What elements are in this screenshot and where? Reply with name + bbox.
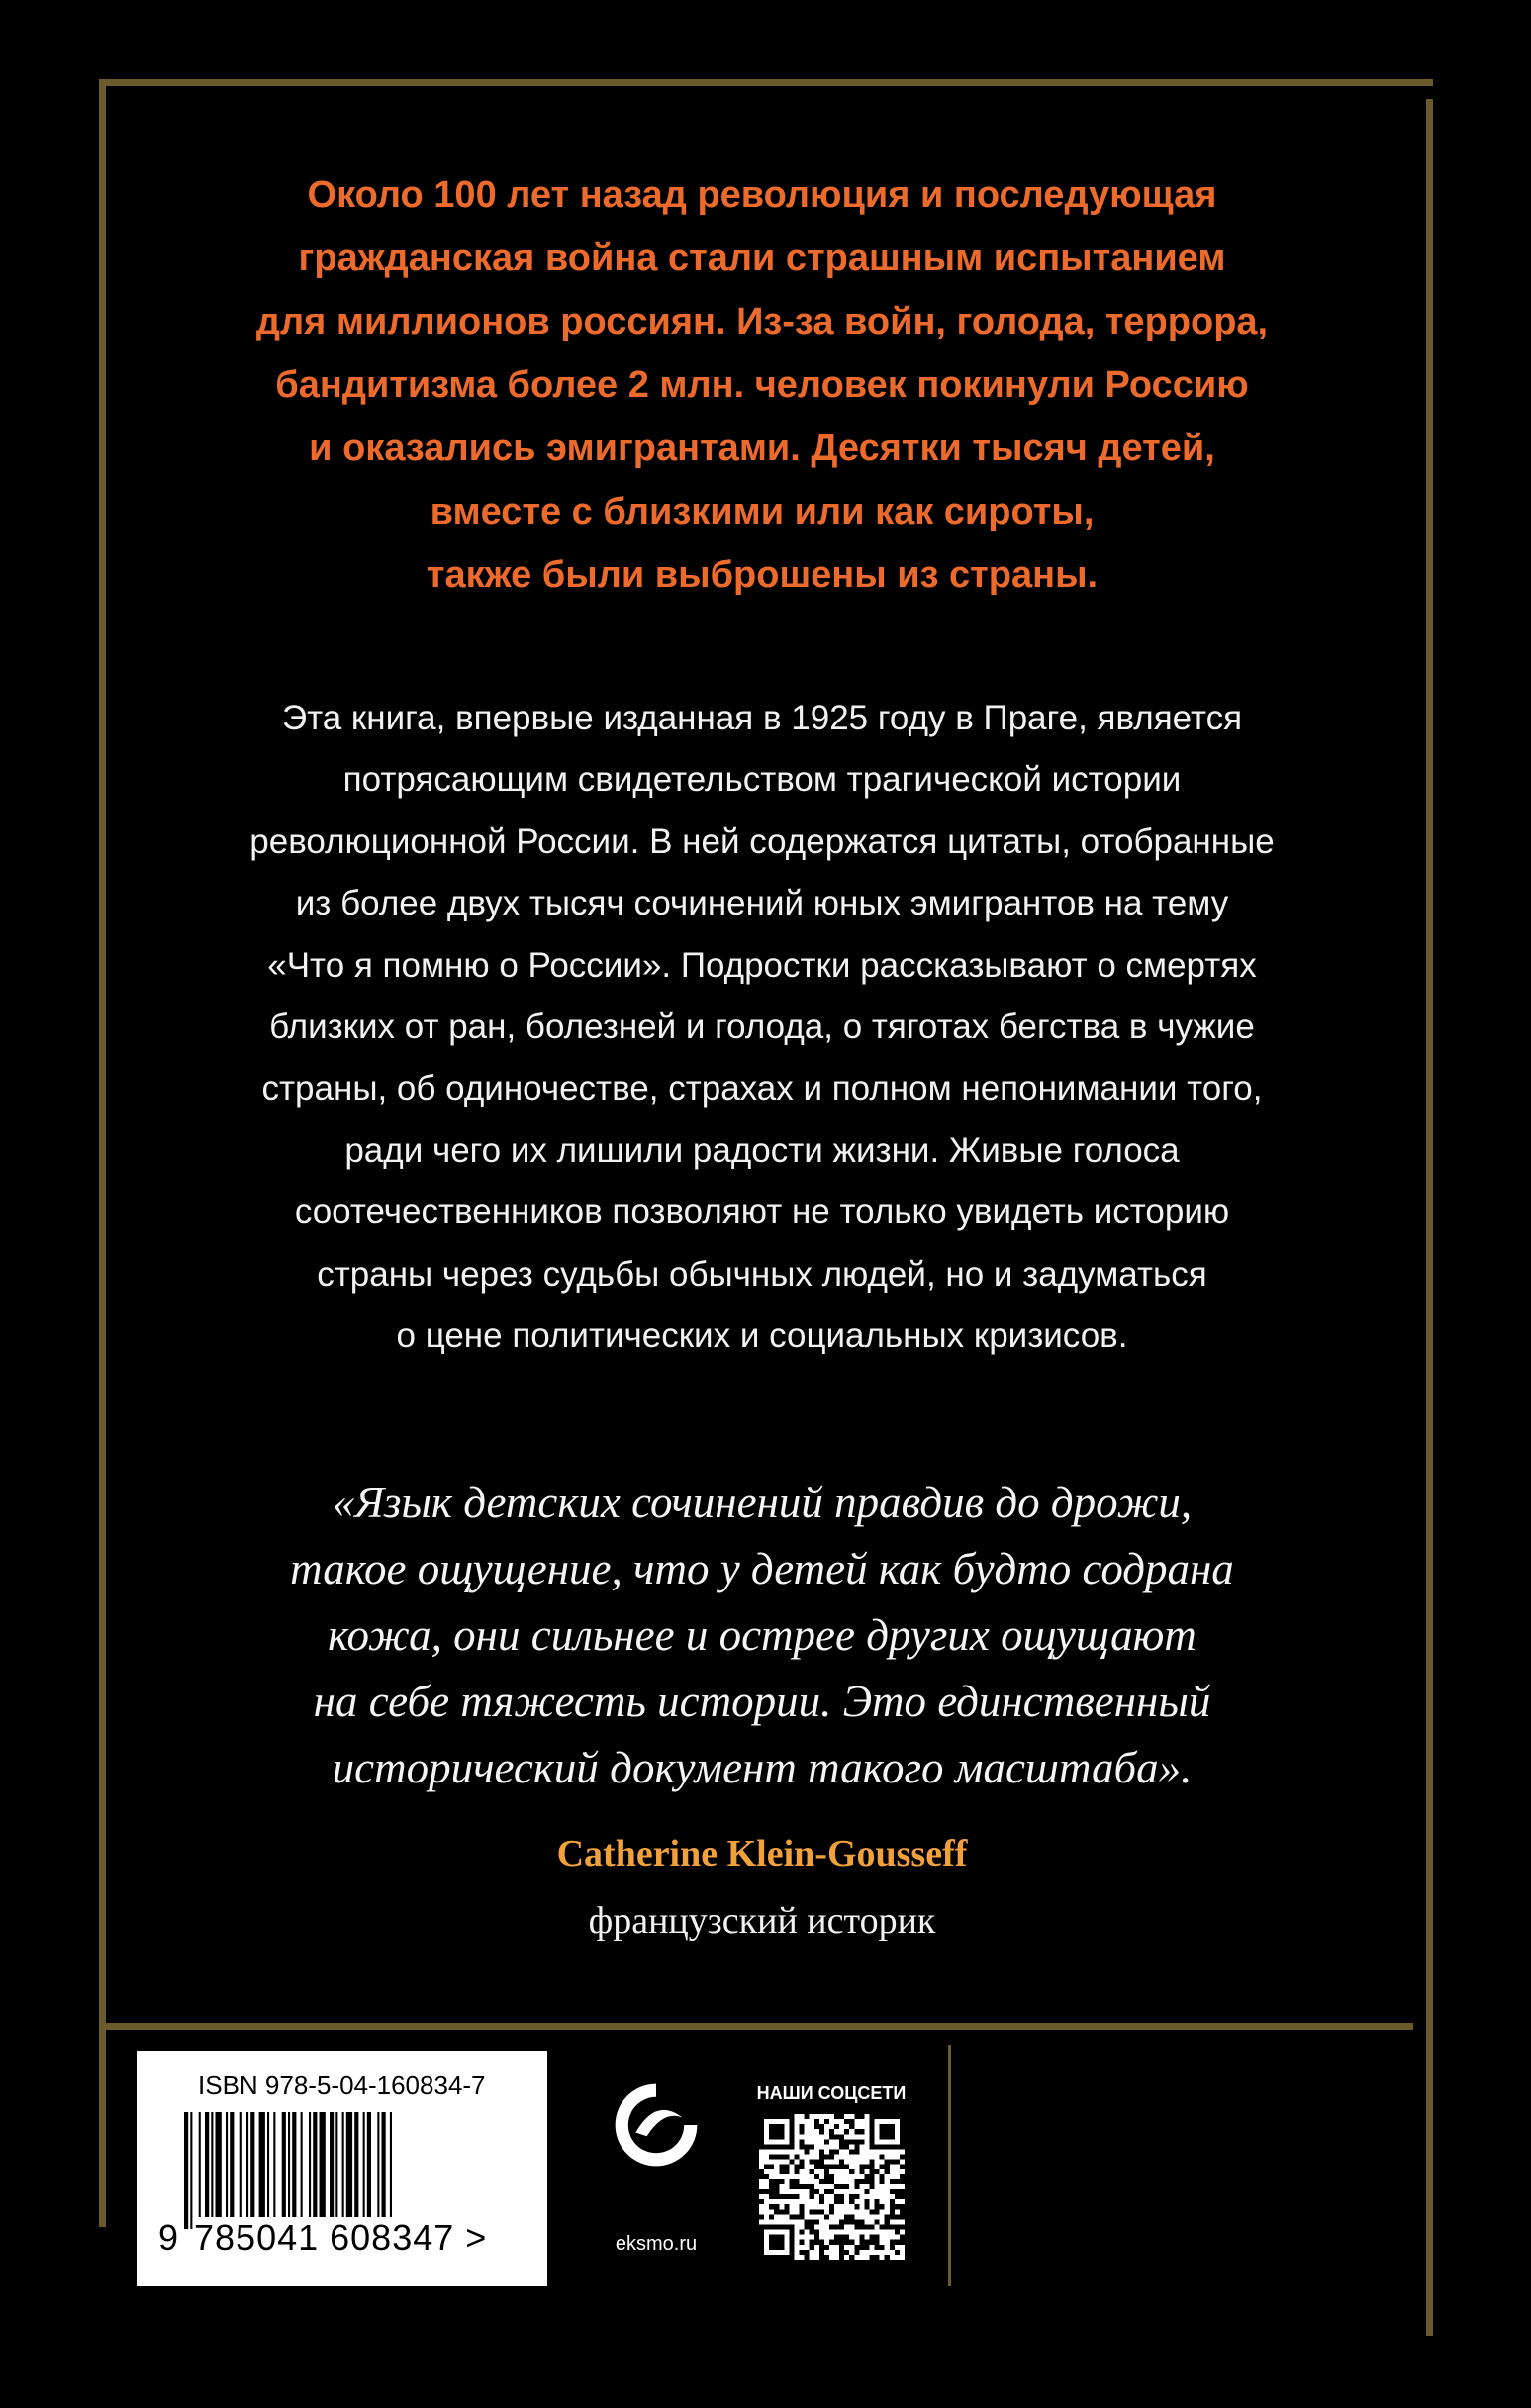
barcode-bar xyxy=(346,2112,352,2229)
lead-line: гражданская война стали страшным испытанием xyxy=(298,238,1226,279)
barcode-bar xyxy=(342,2112,344,2229)
barcode-bar xyxy=(250,2112,254,2229)
lead-line: Около 100 лет назад революция и последующая xyxy=(307,174,1217,216)
lead-line: и оказались эмигрантами. Десятки тысяч детей, xyxy=(309,428,1215,469)
frame-left-border xyxy=(99,79,106,2227)
barcode-bar xyxy=(377,2112,379,2229)
barcode-bar xyxy=(184,2112,188,2229)
barcode-bar xyxy=(273,2112,275,2229)
lead-line: вместе с близкими или как сироты, xyxy=(430,491,1095,532)
barcode-bar xyxy=(288,2112,290,2229)
description-paragraph xyxy=(119,688,1405,1367)
lead-line: для миллионов россиян. Из-за войн, голода, террора, xyxy=(255,301,1269,342)
publisher-website: eksmo.ru xyxy=(615,2233,698,2255)
description-line: ради чего их лишили радости жизни. Живые голоса xyxy=(344,1130,1180,1170)
quote-author-role: французский историк xyxy=(588,1900,936,1942)
description-line: потрясающим свидетельством трагической истории xyxy=(342,760,1182,800)
barcode-bar xyxy=(363,2112,365,2229)
barcode-bar xyxy=(292,2112,296,2229)
barcode-bar xyxy=(309,2112,311,2229)
barcode-bar xyxy=(367,2112,371,2229)
lead-line: бандитизма более 2 млн. человек покинули Россию xyxy=(275,364,1249,406)
frame-bottom-divider xyxy=(99,2023,1413,2030)
barcode-bar xyxy=(211,2112,213,2229)
description-line: близких от ран, болезней и голода, о тяготах бегства в чужие xyxy=(269,1008,1255,1047)
barcode-bar xyxy=(190,2112,192,2229)
barcode-bar xyxy=(354,2112,358,2229)
vertical-divider xyxy=(948,2045,951,2286)
lead-line: также были выброшены из страны. xyxy=(426,554,1099,596)
barcode-bar xyxy=(330,2112,334,2229)
description-line: страны, об одиночестве, страхах и полном непонимании того, xyxy=(261,1069,1263,1108)
barcode-bar xyxy=(282,2112,286,2229)
isbn-label: ISBN 978-5-04-160834-7 xyxy=(198,2071,486,2100)
quote-line: исторический документ такого масштаба». xyxy=(332,1743,1193,1792)
barcode-bar xyxy=(205,2112,209,2229)
barcode-digits: 785041 608347 > xyxy=(194,2217,488,2258)
barcode-first-digit: 9 xyxy=(158,2217,179,2258)
barcode-bar xyxy=(390,2112,392,2229)
quote-line: «Язык детских сочинений правдив до дрожи, xyxy=(332,1478,1193,1527)
eksmo-logo-icon xyxy=(610,2078,703,2171)
description-line: «Что я помню о России». Подростки рассказывают о смертях xyxy=(267,945,1257,985)
frame-right-border xyxy=(1426,99,1433,2316)
barcode-bars xyxy=(184,2112,521,2229)
lead-paragraph xyxy=(148,163,1376,607)
barcode-bar xyxy=(240,2112,242,2229)
barcode-bar xyxy=(226,2112,228,2229)
quote-line: кожа, они сильнее и острее других ощущают xyxy=(328,1610,1196,1660)
quote-line: на себе тяжесть истории. Это единственный xyxy=(313,1677,1211,1726)
barcode-bar xyxy=(301,2112,303,2229)
barcode-bar xyxy=(267,2112,269,2229)
barcode-bar xyxy=(313,2112,317,2229)
description-line: Эта книга, впервые изданная в 1925 году в Праге, является xyxy=(281,699,1243,737)
barcode-bar xyxy=(320,2112,326,2229)
social-label: НАШИ СОЦСЕТИ xyxy=(756,2083,907,2103)
quote-author: Catherine Klein-Gousseff xyxy=(556,1833,968,1875)
quote-line: такое ощущение, что у детей как будто содрана xyxy=(290,1544,1234,1593)
barcode-bar xyxy=(259,2112,265,2229)
barcode-bar xyxy=(230,2112,234,2229)
barcode-bar xyxy=(216,2112,222,2229)
barcode-bar xyxy=(246,2112,248,2229)
description-line: из более двух тысяч сочинений юных эмигрантов на тему xyxy=(295,884,1229,923)
description-line: о цене политических и социальных кризисов. xyxy=(396,1316,1128,1356)
isbn-barcode xyxy=(137,2051,547,2286)
barcode-bar xyxy=(335,2112,337,2229)
quote-block xyxy=(119,1470,1405,1801)
description-line: соотечественников позволяют не только увидеть историю xyxy=(294,1193,1230,1232)
description-line: революционной России. В ней содержатся цитаты, отобранные xyxy=(249,821,1275,861)
frame-right-lower-border xyxy=(1426,2039,1433,2336)
description-line: страны через судьбы обычных людей, но и задуматься xyxy=(317,1254,1207,1294)
frame-top-border xyxy=(99,79,1433,86)
qr-code-icon xyxy=(759,2114,905,2260)
barcode-bar xyxy=(199,2112,201,2229)
barcode-bar xyxy=(382,2112,386,2229)
